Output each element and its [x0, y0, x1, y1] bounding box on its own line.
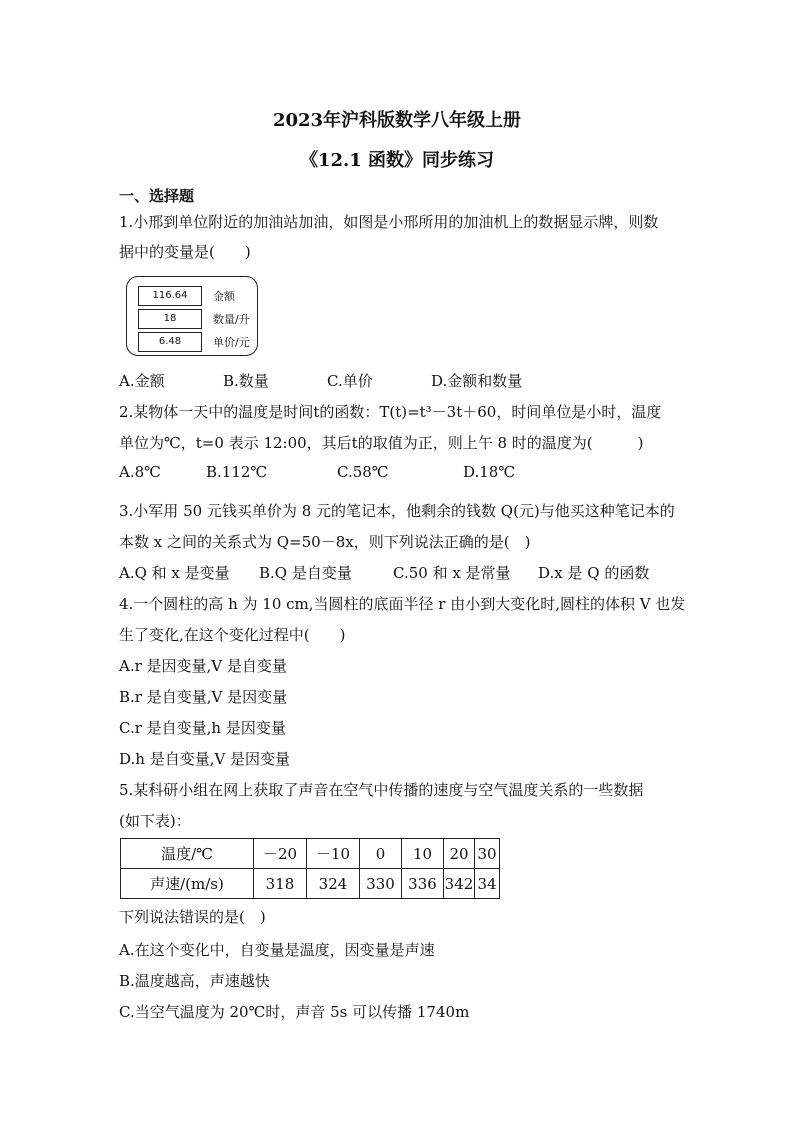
table-cell: 声速/(m/s)	[121, 869, 254, 899]
q1-option-d: D.金额和数量	[431, 372, 523, 390]
q3-stem-line2: 本数 x 之间的关系式为 Q=50－8x，则下列说法正确的是( )	[119, 533, 531, 551]
sound-speed-table	[120, 838, 500, 899]
q5-stem-line2: (如下表)：	[119, 812, 191, 830]
pump-price-label: 单价/元	[213, 336, 250, 349]
q3-option-b: B.Q 是自变量	[259, 564, 352, 582]
q1-option-a: A.金额	[119, 372, 165, 390]
q3-option-a: A.Q 和 x 是变量	[119, 564, 230, 582]
q5-option-b: B.温度越高，声速越快	[119, 972, 270, 990]
q3-stem-line1: 3.小军用 50 元钱买单价为 8 元的笔记本，他剩余的钱数 Q(元)与他买这种笔记本的	[119, 502, 675, 520]
q1-stem-line1: 1.小邢到单位附近的加油站加油，如图是小邢所用的加油机上的数据显示牌，则数	[119, 213, 659, 231]
q4-stem-line1: 4.一个圆柱的高 h 为 10 cm,当圆柱的底面半径 r 由小到大变化时,圆柱的体积 V 也发	[119, 595, 686, 613]
q1-option-b: B.数量	[223, 372, 269, 390]
table-cell: 30	[475, 839, 500, 869]
q5-question: 下列说法错误的是( )	[119, 908, 266, 926]
pump-quantity-value: 18	[138, 309, 202, 329]
table-cell: 温度/℃	[121, 839, 254, 869]
table-row	[121, 839, 500, 869]
table-cell: 34	[475, 869, 500, 899]
q4-stem-line2: 生了变化,在这个变化过程中( )	[119, 626, 346, 644]
document-subtitle: 《12.1 函数》同步练习	[299, 150, 495, 171]
table-cell: －20	[254, 839, 307, 869]
pump-amount-value: 116.64	[138, 286, 202, 306]
q4-option-b: B.r 是自变量,V 是因变量	[119, 688, 288, 706]
table-cell: 10	[402, 839, 444, 869]
q3-option-d: D.x 是 Q 的函数	[538, 564, 650, 582]
table-row	[121, 869, 500, 899]
table-cell: 342	[444, 869, 475, 899]
q4-option-a: A.r 是因变量,V 是自变量	[119, 657, 287, 675]
pump-quantity-label: 数量/升	[213, 313, 250, 326]
q2-stem-line1: 2.某物体一天中的温度是时间t的函数：T(t)=t³－3t＋60，时间单位是小时，温度	[119, 403, 662, 421]
q5-option-a: A.在这个变化中，自变量是温度，因变量是声速	[119, 941, 435, 959]
table-cell: 0	[360, 839, 402, 869]
q2-option-a: A.8℃	[119, 463, 161, 481]
table-cell: 330	[360, 869, 402, 899]
table-cell: 20	[444, 839, 475, 869]
q2-option-c: C.58℃	[337, 463, 389, 481]
q5-stem-line1: 5.某科研小组在网上获取了声音在空气中传播的速度与空气温度关系的一些数据	[119, 781, 644, 799]
q2-option-b: B.112℃	[206, 463, 268, 481]
q4-option-c: C.r 是自变量,h 是因变量	[119, 719, 286, 737]
pump-price-value: 6.48	[138, 332, 202, 352]
pump-amount-label: 金额	[213, 290, 235, 303]
table-cell: 324	[307, 869, 360, 899]
table-cell: 336	[402, 869, 444, 899]
q3-option-c: C.50 和 x 是常量	[393, 564, 511, 582]
document-title: 2023年沪科版数学八年级上册	[272, 110, 522, 131]
section-heading: 一、选择题	[119, 187, 195, 205]
pump-display-panel	[126, 276, 258, 356]
q2-option-d: D.18℃	[463, 463, 516, 481]
q1-stem-line2: 据中的变量是( )	[119, 243, 251, 261]
table-cell: －10	[307, 839, 360, 869]
q4-option-d: D.h 是自变量,V 是因变量	[119, 750, 291, 768]
q1-option-c: C.单价	[327, 372, 373, 390]
q2-stem-line2: 单位为℃，t=0 表示 12:00，其后t的取值为正，则上午 8 时的温度为( )	[119, 434, 644, 452]
q5-option-c: C.当空气温度为 20℃时，声音 5s 可以传播 1740m	[119, 1003, 470, 1021]
table-cell: 318	[254, 869, 307, 899]
